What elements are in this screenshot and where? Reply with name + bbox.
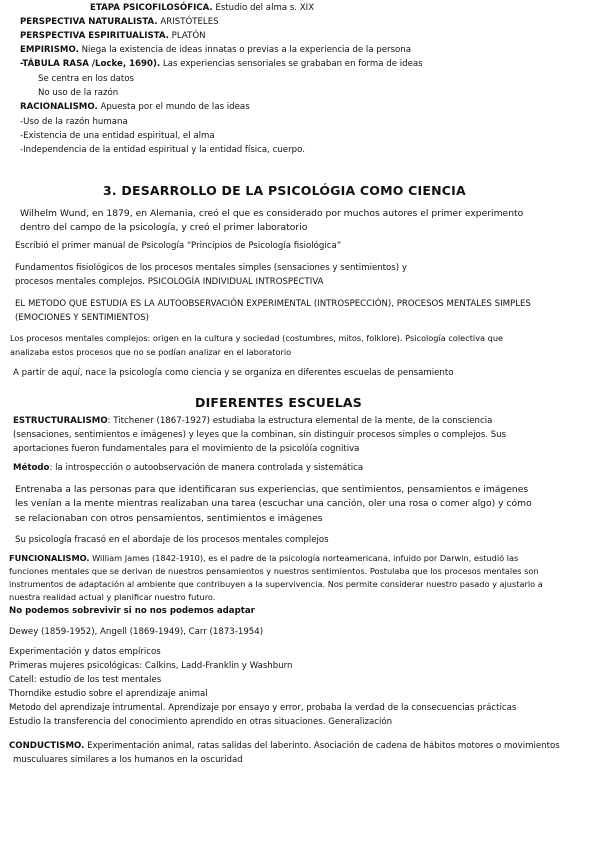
conductismo-line: [9, 741, 560, 752]
racionalismo-item: -Independencia de la entidad espiritual y la entidad física, cuerpo.: [20, 145, 305, 155]
funcionalismo-list-item: Catell: estudio de los test mentales: [9, 675, 162, 685]
wundt-line: dentro del campo de la psicología, y creó el primer laboratorio: [20, 222, 308, 233]
funcionalismo-list-item: Primeras mujeres psicológicas: Calkins, Ladd-Franklin y Washburn: [9, 661, 293, 671]
racionalismo-item: -Existencia de una entidad espiritual, el alma: [20, 131, 215, 141]
estructuralismo-line: aportaciones fueron fundamentales para el movimiento de la psicolóía cognitiva: [13, 444, 360, 454]
escuelas-title: DIFERENTES ESCUELAS: [195, 395, 362, 410]
empirismo-label: EMPIRISMO.: [20, 45, 79, 55]
conductismo-line: musculuares similares a los humanos en la oscuridad: [13, 755, 243, 765]
etapa-label: ETAPA PSICOFILOSÓFICA.: [90, 3, 213, 13]
estructuralismo-text: : Titchener (1867-1927) estudiaba la estructura elemental de la mente, de la consciencia: [107, 416, 493, 426]
tabula-rasa-line: [20, 59, 423, 70]
estructuralismo-label: ESTRUCTURALISMO: [13, 416, 108, 426]
metodo-line: (EMOCIONES Y SENTIMIENTOS): [15, 313, 150, 323]
funcionalismo-list-item: Metodo del aprendizaje intrumental. Aprendizaje por ensayo y error, probaba la verdad de la consecuencias prácticas: [9, 703, 517, 713]
estructuralismo-line: [13, 416, 492, 427]
empirismo-text: Niega la existencia de ideas innatas o previas a la experiencia de la persona: [78, 45, 412, 55]
estructuralismo-line: (sensaciones, sentimientos e imágenes) y leyes que la combinan, sin distinguir procesos simples o complejos. Sus: [13, 430, 507, 440]
funcionalismo-label: FUNCIONALISMO.: [9, 553, 90, 563]
racionalismo-line: [20, 102, 250, 113]
funcionalismo-line: nuestra realidad actual y planificar nuestro futuro.: [9, 592, 216, 602]
naturalista-label: PERSPECTIVA NATURALISTA.: [20, 17, 158, 27]
sobrevivir-line: No podemos sobrevivir si no nos podemos adaptar: [9, 606, 255, 616]
fundamentos-line: Fundamentos fisiológicos de los procesos mentales simples (sensaciones y sentimientos) y: [15, 263, 407, 273]
entrenaba-line: se relacionaban con otros pensamientos, sentimientos e imágenes: [15, 513, 323, 524]
metodo-label: Método: [13, 463, 50, 473]
entrenaba-line: les venían a la mente mientras realizaban una tarea (escuchar una canción, oler una rosa o comer algo) y cómo: [15, 498, 532, 509]
funcionalismo-line: funciones mentales que se derivan de nuestros pensamientos y nuestros sentimientos. Postulaba que los procesos mentales son: [9, 566, 539, 576]
datos-line: Se centra en los datos: [38, 74, 134, 84]
etapa-text: Estudio del alma s. XIX: [212, 3, 315, 13]
etapa-line: [90, 3, 314, 14]
a-partir-line: A partir de aquí, nace la psicología como ciencia y se organiza en diferentes escuelas de pensamiento: [13, 368, 454, 378]
espiritualista-text: PLATÓN: [168, 31, 206, 41]
funcionalismo-text: William James (1842-1910), es el padre de la psicología norteamericana, infuido por Darwin, estudió las: [89, 553, 519, 563]
metodo-text: : la introspección o autoobservación de manera controlada y sistemática: [49, 463, 364, 473]
fundamentos-line: procesos mentales complejos. PSICOLOGÍA INDIVIDUAL INTROSPECTIVA: [15, 277, 324, 287]
naturalista-line: [20, 17, 219, 28]
dewey-line: Dewey (1859-1952), Angell (1869-1949), Carr (1873-1954): [9, 627, 264, 637]
metodo-estructuralismo-line: [13, 463, 363, 474]
racionalismo-item: -Uso de la razón humana: [20, 117, 128, 127]
conductismo-label: CONDUCTISMO.: [9, 741, 85, 751]
funcionalismo-list-item: Thorndike estudio sobre el aprendizaje animal: [9, 689, 208, 699]
entrenaba-line: Entrenaba a las personas para que identificaran sus experiencias, que sentimientos, pensamientos e imágenes: [15, 484, 529, 495]
razon-line: No uso de la razón: [38, 88, 119, 98]
conductismo-text: Experimentación animal, ratas salidas del laberinto. Asociación de cadena de hábitos motores o movimientos: [84, 741, 560, 751]
funcionalismo-list-item: Experimentación y datos empíricos: [9, 647, 161, 657]
fracaso-line: Su psicología fracasó en el abordaje de los procesos mentales complejos: [15, 535, 329, 545]
naturalista-text: ARISTÓTELES: [157, 17, 219, 27]
racionalismo-text: Apuesta por el mundo de las ideas: [97, 102, 250, 112]
espiritualista-label: PERSPECTIVA ESPIRITUALISTA.: [20, 31, 169, 41]
funcionalismo-line: [9, 553, 518, 564]
complejos-line: analizaba estos procesos que no se podían analizar en el laboratorio: [10, 347, 292, 357]
complejos-line: Los procesos mentales complejos: origen en la cultura y sociedad (costumbres, mitos, folklore). Psicología colectiva que: [10, 333, 504, 343]
section-3-title: 3. DESARROLLO DE LA PSICOLÓGIA COMO CIENCIA: [103, 183, 466, 198]
manual-line: Escribió el primer manual de Psicología “Principios de Psicología fisiológica”: [15, 241, 342, 251]
empirismo-line: [20, 45, 411, 56]
tabula-rasa-text: Las experiencias sensoriales se grababan en forma de ideas: [160, 59, 423, 69]
metodo-line: EL METODO QUE ESTUDIA ES LA AUTOOBSERVACIÓN EXPERIMENTAL (INTROSPECCIÓN), PROCESOS MENTALES SIMPLES: [15, 299, 531, 309]
funcionalismo-line: instrumentos de adaptación al ambiente que contribuyen a la supervivencia. Nos permite considerar nuestro pasado y ajustarlo a: [9, 579, 543, 589]
tabula-rasa-label: -TÁBULA RASA /Locke, 1690).: [20, 59, 161, 69]
funcionalismo-list-item: Estudio la transferencia del conocimiento aprendido en otras situaciones. Generalización: [9, 717, 393, 727]
espiritualista-line: [20, 31, 206, 42]
racionalismo-label: RACIONALISMO.: [20, 102, 98, 112]
wundt-line: Wilhelm Wund, en 1879, en Alemania, creó el que es considerado por muchos autores el primer experimento: [20, 208, 524, 219]
